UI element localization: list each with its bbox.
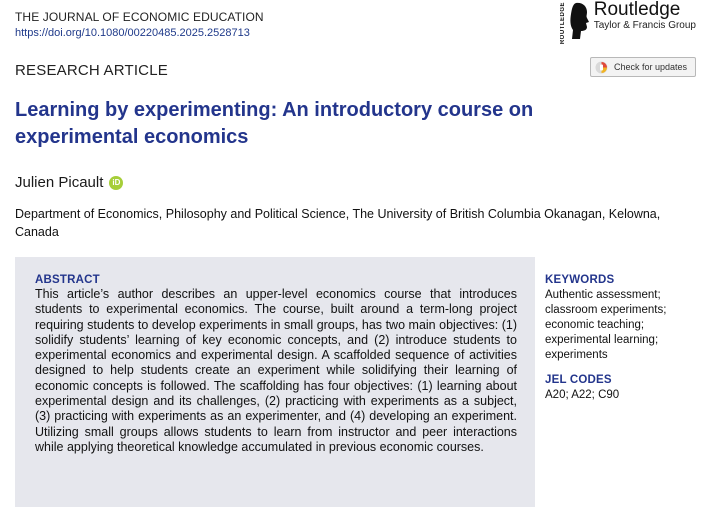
author-affiliation: Department of Economics, Philosophy and Political Science, The University of British Columbia Okanagan, Kelowna, Canada — [15, 207, 661, 239]
jel-codes: A20; A22; C90 — [545, 389, 620, 401]
abstract-section — [15, 257, 535, 507]
keyword-item: experiments — [545, 349, 608, 361]
keywords-heading: KEYWORDS — [545, 274, 615, 286]
keyword-item: classroom experiments; — [545, 304, 667, 316]
keywords-list — [545, 288, 695, 363]
keyword-item: economic teaching; — [545, 319, 645, 331]
journal-name: THE JOURNAL OF ECONOMIC EDUCATION — [15, 10, 264, 24]
profile-head-icon — [570, 2, 590, 40]
keywords-sidebar — [545, 273, 695, 403]
keyword-item: experimental learning; — [545, 334, 659, 346]
keyword-item: Authentic assessment; — [545, 289, 661, 301]
abstract-heading: ABSTRACT — [35, 274, 100, 286]
author-line — [15, 174, 123, 191]
publisher-subtitle: Taylor & Francis Group — [593, 20, 696, 31]
publisher-logo — [559, 0, 696, 45]
check-updates-label: Check for updates — [614, 62, 688, 72]
check-updates-icon — [595, 61, 608, 74]
orcid-icon[interactable]: iD — [109, 176, 123, 190]
article-title: Learning by experimenting: An introductory course on experimental economics — [15, 99, 534, 148]
check-for-updates-button[interactable] — [590, 57, 696, 77]
jel-codes-heading: JEL CODES — [545, 374, 612, 386]
doi-link[interactable]: https://doi.org/10.1080/00220485.2025.2528713 — [15, 27, 250, 39]
abstract-text: This article’s author describes an upper-level economics course that introduces students to experimental economics. The course, built around a term-long project requiring students to develop experiments in small groups, has two main objectives: (1) solidify students’ learning of key economic concepts, and (2) introduce students to experimental economics and experimental design. A scaffolded sequence of activities designed to help students create an experiment while solidifying their learning of economic concepts is followed. The scaffolding has four objectives: (1) learning about experimental design and its challenges, (2) practicing with experiments as a subject, (3) practicing with experiments as an experimenter, and (4) developing an experiment. Utilizing small groups allows students to learn from instructor and peer interactions while applying theoretical knowledge accumulated in previous economic courses. — [35, 287, 517, 454]
author-name[interactable]: Julien Picault — [15, 174, 104, 191]
publisher-vertical-text: ROUTLEDGE — [559, 2, 566, 45]
routledge-emblem — [559, 0, 590, 45]
article-type: RESEARCH ARTICLE — [15, 62, 168, 79]
publisher-name: Routledge — [593, 0, 681, 20]
